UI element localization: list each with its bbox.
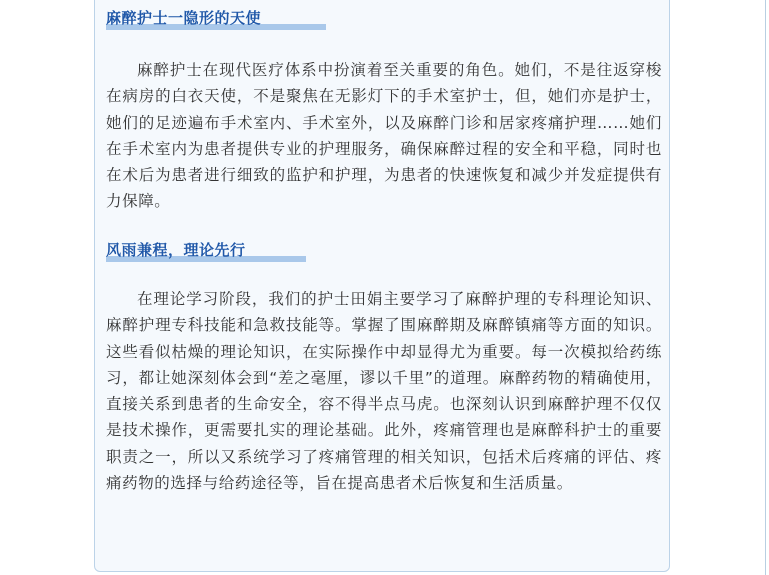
section-1-heading: 麻醉护士一隐形的天使 [106, 9, 262, 27]
section-2-heading: 风雨兼程，理论先行 [106, 241, 246, 259]
section-1-paragraph: 麻醉护士在现代医疗体系中扮演着至关重要的角色。她们，不是往返穿梭在病房的白衣天使，不是聚焦在无影灯下的手术室护士，但，她们亦是护士，她们的足迹遍布手术室内、手术室外，以及麻醉门诊和居家疼痛护理……她们在手术室内为患者提供专业的护理服务，确保麻醉过程的安全和平稳，同时也在术后为患者进行细致的监护和护理，为患者的快速恢复和减少并发症提供有力保障。 [106, 61, 662, 211]
section-2-paragraph: 在理论学习阶段，我们的护士田娟主要学习了麻醉护理的专科理论知识、麻醉护理专科技能和急救技能等。掌握了围麻醉期及麻醉镇痛等方面的知识。这些看似枯燥的理论知识，在实际操作中却显得尤为重要。每一次模拟给药练习，都让她深刻体会到“差之毫厘，谬以千里”的道理。麻醉药物的精确使用，直接关系到患者的生命安全，容不得半点马虎。也深刻认识到麻醉护理不仅仅是技术操作，更需要扎实的理论基础。此外，疼痛管理也是麻醉科护士的重要职责之一，所以又系统学习了疼痛管理的相关知识，包括术后疼痛的评估、疼痛药物的选择与给药途径等，旨在提高患者术后恢复和生活质量。 [106, 290, 662, 493]
scrollbar-edge [765, 0, 766, 575]
